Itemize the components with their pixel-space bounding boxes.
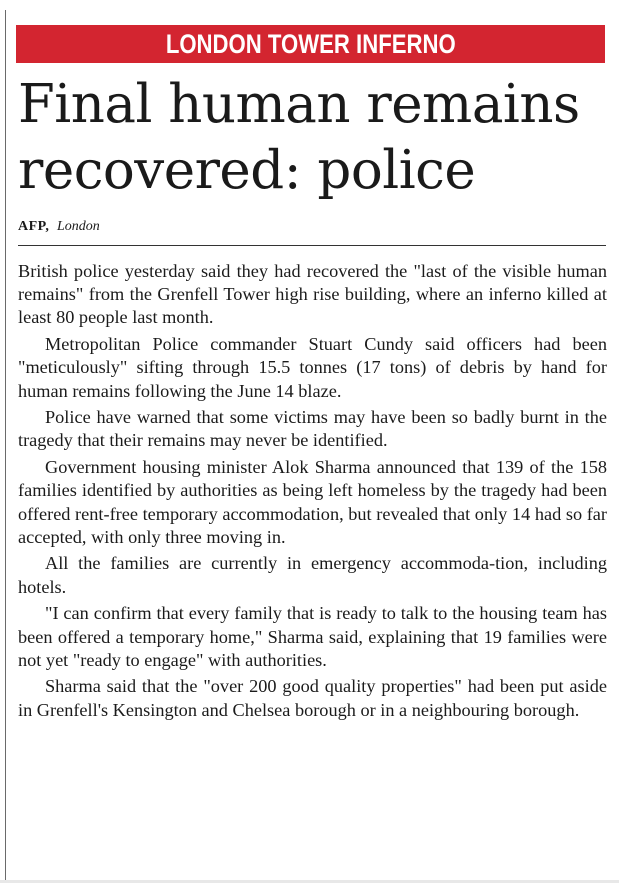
byline-divider: [18, 245, 606, 246]
byline: [18, 219, 100, 235]
byline-place: London: [56, 219, 100, 234]
article-paragraph: Police have warned that some victims may have been so badly burnt in the tragedy that their remains may never be identified.: [18, 407, 607, 451]
article-paragraph: "I can confirm that every family that is ready to talk to the housing team has been offered a temporary home," Sharma said, explaining that 19 families were not yet "ready to engage" with authorities.: [18, 603, 607, 670]
article-paragraph: Metropolitan Police commander Stuart Cundy said officers had been "meticulously" sifting through 15.5 tonnes (17 tons) of debris by hand for human remains following the June 14 blaze.: [18, 334, 607, 401]
section-kicker-banner: [16, 25, 605, 63]
article-body: [18, 260, 607, 725]
column-rule: [5, 10, 6, 883]
article-paragraph: All the families are currently in emergency accommoda-tion, including hotels.: [18, 553, 607, 597]
article-paragraph: Sharma said that the "over 200 good quality properties" had been put aside in Grenfell's Kensington and Chelsea borough or in a neighbouring borough.: [18, 676, 607, 720]
article-headline: Final human remains recovered: police: [18, 74, 580, 201]
article-paragraph: British police yesterday said they had recovered the "last of the visible human remains" from the Grenfell Tower high rise building, where an inferno killed at least 80 people last month.: [18, 261, 607, 328]
article-paragraph: Government housing minister Alok Sharma announced that 139 of the 158 families identified by authorities as being left homeless by the tragedy had been offered rent-free temporary accommodation, but revealed that only 14 had so far accepted, with only three moving in.: [18, 457, 607, 547]
section-kicker-label: LONDON TOWER INFERNO: [165, 28, 456, 59]
byline-agency: AFP,: [18, 219, 50, 234]
